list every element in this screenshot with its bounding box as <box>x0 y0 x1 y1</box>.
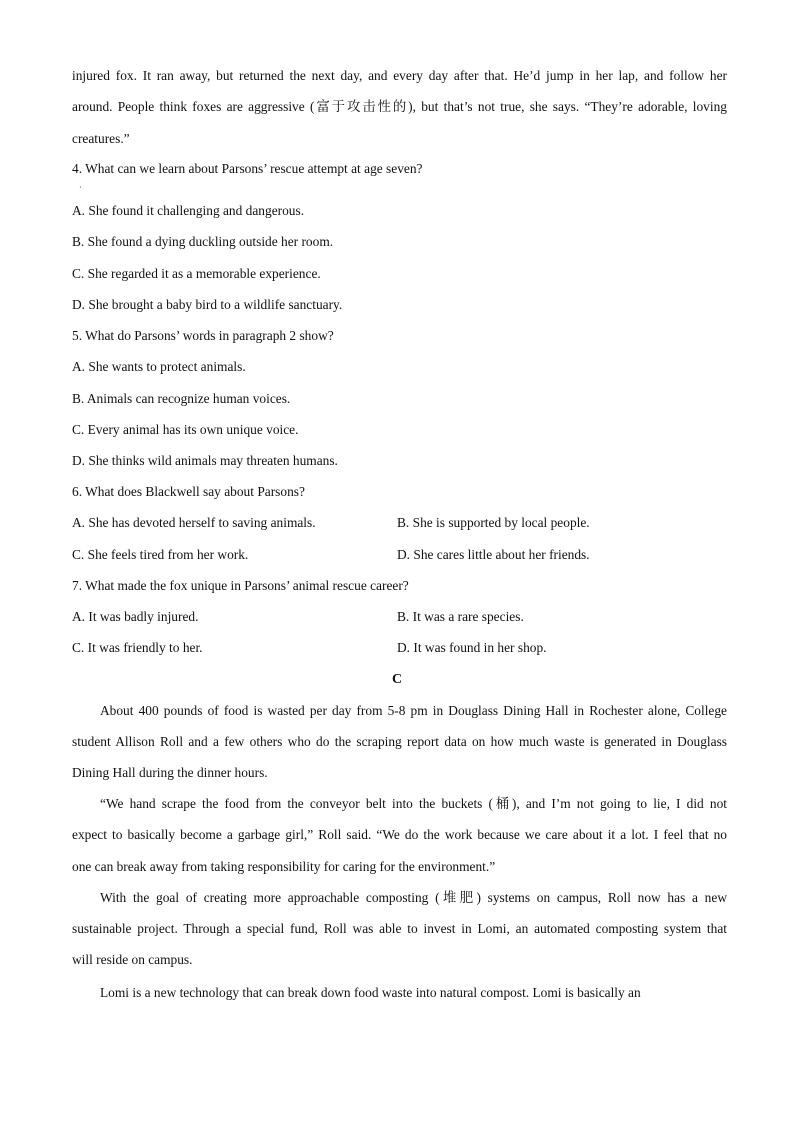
passage-line: injured fox. It ran away, but returned the next day, and every day after that. He’d jump in her lap, and follow her <box>72 68 727 83</box>
q7-option-a: A. It was badly injured. <box>72 609 199 624</box>
passage-line: sustainable project. Through a special fund, Roll was able to invest in Lomi, an automated composting system that <box>72 921 727 936</box>
passage-line: “We hand scrape the food from the conveyor belt into the buckets (桶), and I’m not going to lie, I did not <box>100 796 727 811</box>
passage-line: expect to basically become a garbage girl,” Roll said. “We do the work because we care about it a lot. I feel that no <box>72 827 727 842</box>
passage-line: one can break away from taking responsibility for caring for the environment.” <box>72 859 496 874</box>
passage-line: creatures.” <box>72 131 130 146</box>
q5-option-a: A. She wants to protect animals. <box>72 359 246 374</box>
question-7-stem: 7. What made the fox unique in Parsons’ animal rescue career? <box>72 578 409 593</box>
passage-line: With the goal of creating more approachable composting (堆肥) systems on campus, Roll now has a new <box>100 890 727 905</box>
question-6-stem: 6. What does Blackwell say about Parsons? <box>72 484 305 499</box>
q4-option-a: A. She found it challenging and dangerous. <box>72 203 305 218</box>
q7-option-d: D. It was found in her shop. <box>397 640 547 655</box>
q6-option-b: B. She is supported by local people. <box>397 515 590 530</box>
passage-line: around. People think foxes are aggressive (富于攻击性的), but that’s not true, she says. “They’re adorable, loving <box>72 99 727 114</box>
q4-option-d: D. She brought a baby bird to a wildlife sanctuary. <box>72 297 343 312</box>
passage-line: Lomi is a new technology that can break down food waste into natural compost. Lomi is basically an <box>100 985 641 1000</box>
q6-option-c: C. She feels tired from her work. <box>72 547 249 562</box>
passage-line: About 400 pounds of food is wasted per day from 5-8 pm in Douglass Dining Hall in Rochester alone, College <box>100 703 727 718</box>
q5-option-d: D. She thinks wild animals may threaten humans. <box>72 453 338 468</box>
q6-option-d: D. She cares little about her friends. <box>397 547 590 562</box>
q5-option-b: B. Animals can recognize human voices. <box>72 391 291 406</box>
question-5-stem: 5. What do Parsons’ words in paragraph 2 show? <box>72 328 334 343</box>
q4-option-c: C. She regarded it as a memorable experience. <box>72 266 321 281</box>
q7-option-b: B. It was a rare species. <box>397 609 524 624</box>
section-heading: C <box>391 672 403 687</box>
passage-line: will reside on campus. <box>72 952 193 967</box>
q7-option-c: C. It was friendly to her. <box>72 640 203 655</box>
q6-option-a: A. She has devoted herself to saving animals. <box>72 515 316 530</box>
passage-line: student Allison Roll and a few others who do the scraping report data on how much waste is generated in Douglass <box>72 734 727 749</box>
question-4-stem: 4. What can we learn about Parsons’ rescue attempt at age seven? <box>72 161 423 176</box>
stray-dot: · <box>79 183 82 192</box>
q5-option-c: C. Every animal has its own unique voice. <box>72 422 299 437</box>
passage-line: Dining Hall during the dinner hours. <box>72 765 268 780</box>
q4-option-b: B. She found a dying duckling outside her room. <box>72 234 334 249</box>
